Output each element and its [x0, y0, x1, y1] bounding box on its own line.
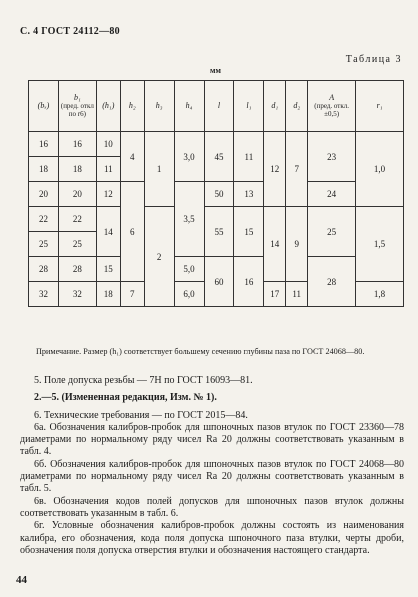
- table-cell: 14: [96, 207, 120, 257]
- table-cell: 14: [264, 207, 286, 282]
- col-header: r₁: [356, 81, 404, 132]
- table-header-row: [29, 81, 404, 132]
- paragraph: 2.—5. (Измененная редакция, Изм. № 1).: [34, 392, 217, 404]
- table-row: [29, 257, 404, 282]
- col-header: A (пред. откл. ±0,5): [308, 81, 356, 132]
- paragraph: 6б. Обозначения калибров-пробок для шпоночных пазов втулок по ГОСТ 24068—80 диаметрами по нормальному ряду чисел Ra 20 должны соответствовать указанным в табл. 5.: [20, 458, 404, 495]
- table-cell: 16: [58, 132, 96, 157]
- table-cell: 25: [29, 232, 59, 257]
- col-header: b₁ (пред. откл по r6): [58, 81, 96, 132]
- paragraph: 6г. Условные обозначения калибров-пробок должны состоять из наименования калибра, его обозначения, кода поля допуска шпоночного паза втулки, черты дроби, обозначения поля допуска отверстия втулки и обозначения настоящего стандарта.: [20, 520, 404, 556]
- table-cell: 5,0: [174, 257, 204, 282]
- table-cell: 4: [120, 132, 144, 182]
- col-header: h₄: [174, 81, 204, 132]
- table-cell: 11: [96, 157, 120, 182]
- table-cell: 7: [286, 132, 308, 207]
- col-header: d₂: [286, 81, 308, 132]
- table-cell: 24: [308, 182, 356, 207]
- paragraph: 6в. Обозначения кодов полей допусков для шпоночных пазов втулок должны соответствовать указанным в табл. 6.: [20, 495, 404, 519]
- table-cell: 3,0: [174, 132, 204, 182]
- table-cell: 60: [204, 257, 234, 307]
- table-cell: 1,8: [356, 282, 404, 307]
- table-cell: 1: [144, 132, 174, 207]
- table-cell: 7: [120, 282, 144, 307]
- col-header: l₁: [234, 81, 264, 132]
- table-cell: 16: [234, 257, 264, 307]
- table-cell: 18: [96, 282, 120, 307]
- table-cell: 13: [234, 182, 264, 207]
- table-cell: 20: [58, 182, 96, 207]
- table-cell: 22: [58, 207, 96, 232]
- paragraph: 6а. Обозначения калибров-пробок для шпоночных пазов втулок по ГОСТ 23360—78 диаметрами по нормальному ряду чисел Ra 20 должны соответствовать указанным в табл. 4.: [20, 421, 404, 458]
- col-header: h₃: [144, 81, 174, 132]
- table-number: Таблица 3: [345, 54, 402, 65]
- table-cell: 12: [96, 182, 120, 207]
- table-cell: 28: [29, 257, 59, 282]
- table-cell: 50: [204, 182, 234, 207]
- table-cell: 25: [308, 207, 356, 257]
- paragraph: 5. Поле допуска резьбы — 7H по ГОСТ 16093—81.: [34, 375, 253, 386]
- table-cell: 45: [204, 132, 234, 182]
- table-cell: 15: [96, 257, 120, 282]
- table-cell: 17: [264, 282, 286, 307]
- table-cell: 32: [29, 282, 59, 307]
- table-cell: 1,0: [356, 132, 404, 207]
- table-row: [29, 182, 404, 207]
- table-cell: 55: [204, 207, 234, 257]
- table-cell: 22: [29, 207, 59, 232]
- table-row: [29, 132, 404, 157]
- paragraph: 6. Технические требования — по ГОСТ 2015—84.: [34, 409, 248, 421]
- table-cell: 28: [58, 257, 96, 282]
- table-cell: 1,5: [356, 207, 404, 282]
- table-cell: 9: [286, 207, 308, 282]
- table-cell: 3,5: [174, 182, 204, 257]
- col-header: l: [204, 81, 234, 132]
- table-cell: 23: [308, 132, 356, 182]
- unit-label: мм: [210, 66, 221, 75]
- table-row: [29, 207, 404, 232]
- dimensions-table: [28, 80, 404, 307]
- body-text: [20, 375, 404, 557]
- table-cell: 32: [58, 282, 96, 307]
- table-cell: 11: [234, 132, 264, 182]
- table-cell: 6,0: [174, 282, 204, 307]
- table-note: Примечание. Размер (h₁) соответствует большему сечению глубины паза по ГОСТ 24068—80.: [36, 347, 365, 356]
- col-header: h₂: [120, 81, 144, 132]
- table-cell: 28: [308, 257, 356, 307]
- table-cell: 6: [120, 182, 144, 282]
- table-cell: 16: [29, 132, 59, 157]
- table-cell: 11: [286, 282, 308, 307]
- col-header: (bₓ): [29, 81, 59, 132]
- table-cell: 18: [29, 157, 59, 182]
- table-cell: 20: [29, 182, 59, 207]
- col-header: d₁: [264, 81, 286, 132]
- table-cell: 18: [58, 157, 96, 182]
- page-header: С. 4 ГОСТ 24112—80: [20, 26, 120, 37]
- table-cell: 15: [234, 207, 264, 257]
- table-cell: 2: [144, 207, 174, 307]
- table-cell: 10: [96, 132, 120, 157]
- table-cell: 12: [264, 132, 286, 207]
- page-number: 44: [16, 574, 27, 586]
- col-header: (h₁): [96, 81, 120, 132]
- table-cell: 25: [58, 232, 96, 257]
